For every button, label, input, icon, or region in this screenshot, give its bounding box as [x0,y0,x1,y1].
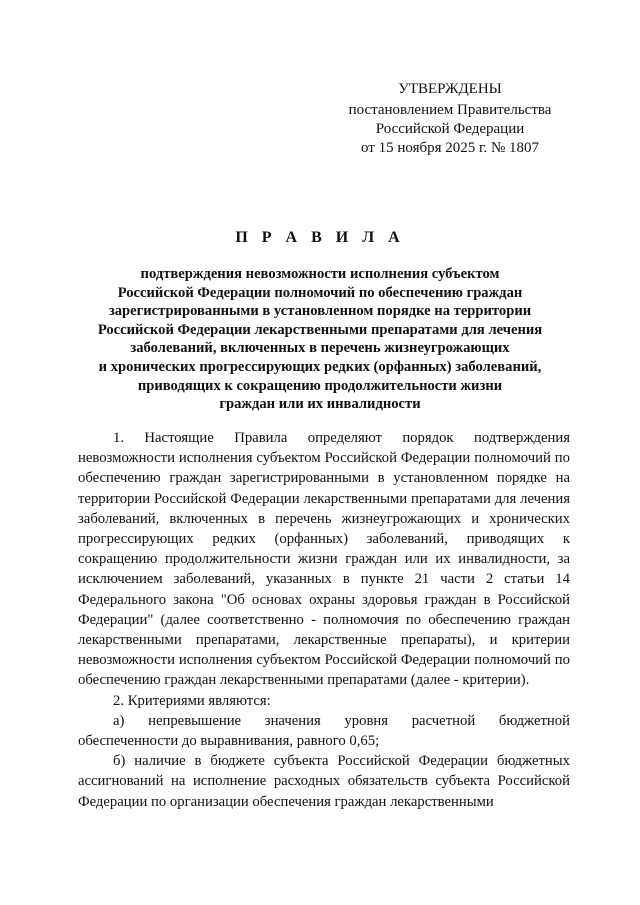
paragraph-2b: б) наличие в бюджете субъекта Российской Федерации бюджетных ассигнований на исполнение расходных обязательств субъекта Российской Федерации по организации обеспечения граждан лекарственными [78,753,570,810]
document-title: П Р А В И Л А [235,229,405,246]
subtitle-line: и хронических прогрессирующих редких (орфанных) заболеваний, [98,358,542,375]
approval-resolution: постановлением Правительства [348,102,552,118]
subtitle-line: заболеваний, включенных в перечень жизнеугрожающих [130,340,510,357]
subtitle-line: Российской Федерации полномочий по обеспечению граждан [117,284,523,301]
document-body [78,428,570,812]
document-title-block [60,228,580,414]
subtitle-line: Российской Федерации лекарственными препаратами для лечения [97,321,543,338]
subtitle-line: граждан или их инвалидности [219,396,421,413]
subtitle-line: подтверждения невозможности исполнения субъектом [140,266,500,282]
document-subtitle [60,265,580,414]
approval-stamp [340,80,560,158]
subtitle-line: приводящих к сокращению продолжительности жизни [137,377,503,394]
approval-date-number: от 15 ноября 2025 г. № 1807 [360,140,540,156]
paragraph-1: 1. Настоящие Правила определяют порядок подтверждения невозможности исполнения субъектом Российской Федерации полномочий по обеспечению граждан зарегистрированными в установленном порядке на территории Российской Федерации лекарственными препаратами для лечения заболеваний, включенных в перечень жизнеугрожающих и хронических прогрессирующих редких (орфанных) заболеваний, приводящих к сокращению продолжительности жизни граждан или их инвалидности, за исключением заболеваний, указанных в пункте 21 части 2 статьи 14 Федерального закона "Об основах охраны здоровья граждан в Российской Федерации" (далее соответственно - полномочия по обеспечению граждан лекарственными препаратами, лекарственные препараты), и критерии невозможности исполнения субъектом Российской Федерации полномочий по обеспечению граждан лекарственными препаратами (далее - критерии). [78,430,570,689]
paragraph-2: 2. Критериями являются: [113,692,271,709]
approval-government: Российской Федерации [375,121,525,137]
approval-heading: УТВЕРЖДЕНЫ [398,81,502,97]
subtitle-line: зарегистрированными в установленном порядке на территории [108,303,532,320]
paragraph-2a: а) непревышение значения уровня расчетной бюджетной обеспеченности до выравнивания, равного 0,65; [78,712,570,750]
